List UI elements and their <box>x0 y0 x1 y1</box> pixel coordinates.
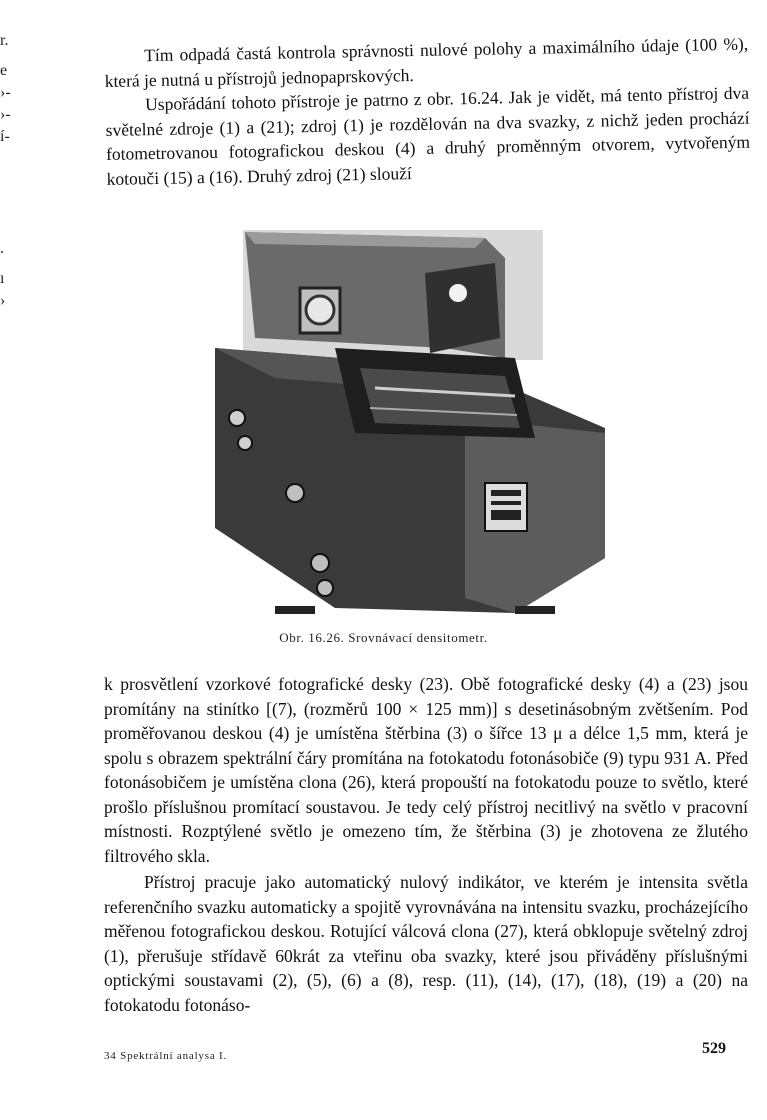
paragraph: Tím odpadá častá kontrola správnosti nulové polohy a maximálního údaje (100 %), která je nutná u přístrojů jednopaprskových. <box>104 33 749 91</box>
page-number: 529 <box>702 1040 726 1057</box>
paragraph: Přístroj pracuje jako automatický nulový indikátor, ve kterém je intensita světla referenčního svazku automaticky a spojitě vyrovnávána na intensitu svazku, procházejícího měřenou fotografickou deskou. Rotující válcová clona (27), která obklopuje světelný zdroj (1), přerušuje střídavě 60krát za vteřinu oba svazky, které jsou přiváděny příslušnými optickými soustavami (2), (5), (6) a (8), resp. (11), (14), (17), (18), (19) a (20) na fotokatodu fotonáso- <box>104 872 748 1015</box>
top-text-block <box>104 32 751 191</box>
margin-mark: › <box>0 292 6 309</box>
paragraph: k prosvětlení vzorkové fotografické desky (23). Obě fotografické desky (4) a (23) jsou promítány na stinítko [(7), (rozměrů 100 × 125 mm)] s desetinásobným zvětšením. Pod proměřovanou deskou (4) je umístěna štěrbina (3) o šířce 13 μ a délce 1,5 mm, která je spolu s obrazem spektrální čáry promítána na fotokatodu fotonásobiče (9) typu 931 A. Před fotonásobičem je umístěna clona (26), která propouští na fotokatodu pouze to světlo, které prošlo příslušnou promítací soustavou. Je tedy celý přístroj necitlivý na světlo v pracovní místnosti. Rozptýlené světlo je omezeno tím, že štěrbina (3) je zhotovena ze žlutého filtrového skla. <box>104 674 748 866</box>
paragraph: Uspořádání tohoto přístroje je patrno z obr. 16.24. Jak je vidět, má tento přístroj dva světelné zdroje (1) a (21); zdroj (1) je rozdělován na dva svazky, z nichž jeden prochází fotometrovanou fotografickou deskou (4) a druhý proměnným otvorem, vytvořeným kotouči (15) a (16). Druhý zdroj (21) slouží <box>105 82 751 189</box>
margin-mark: í- <box>0 128 10 145</box>
margin-mark: r. <box>0 32 9 49</box>
margin-mark: ›- <box>0 84 11 101</box>
margin-mark: ı <box>0 270 5 287</box>
margin-mark: e <box>0 62 8 79</box>
figure-caption: Obr. 16.26. Srovnávací densitometr. <box>279 630 488 645</box>
left-margin-marks <box>0 30 20 312</box>
margin-mark: . <box>0 240 4 257</box>
margin-mark: ›- <box>0 106 11 123</box>
densitometer-photo <box>215 218 605 618</box>
bottom-text-block <box>104 672 748 1017</box>
footer-chapter-label: 34 Spektrální analysa I. <box>104 1050 228 1062</box>
